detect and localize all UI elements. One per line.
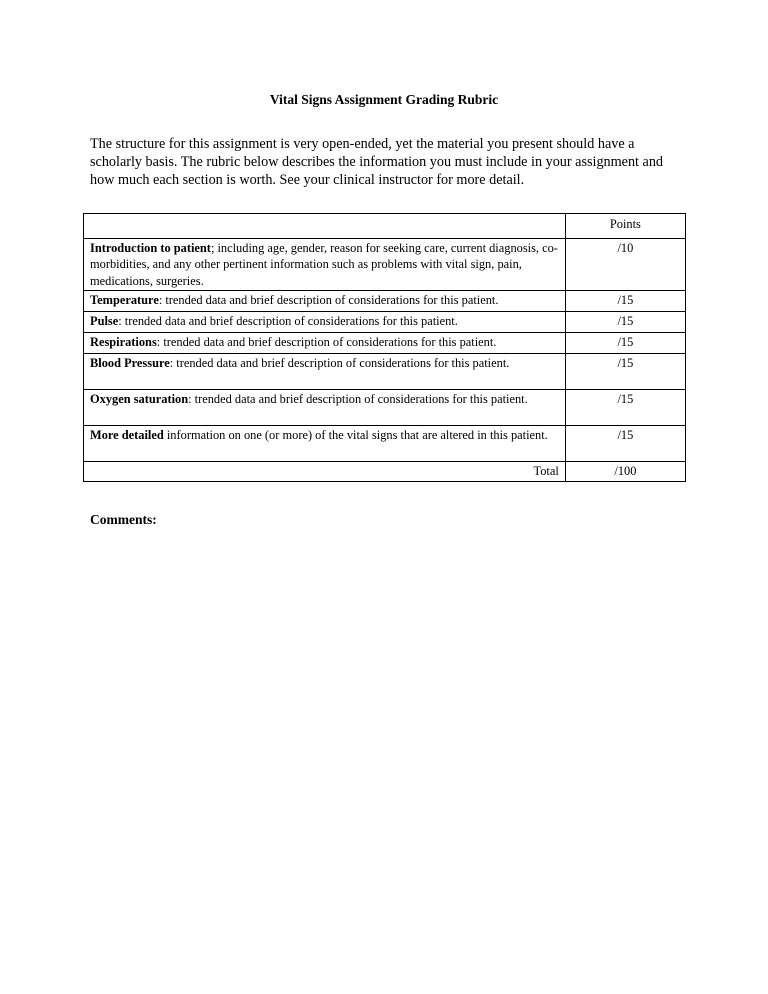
criterion-name: Introduction to patient [90,241,211,255]
criterion-cell [84,426,566,462]
criterion-name: Oxygen saturation [90,392,189,406]
points-cell: /15 [565,390,685,426]
criterion-name: Pulse [90,314,119,328]
criterion-description: : trended data and brief description of considerations for this patient. [118,314,458,328]
total-points: /100 [565,462,685,482]
document-title: Vital Signs Assignment Grading Rubric [269,92,499,107]
points-cell: /10 [565,239,685,291]
criterion-cell [84,312,566,333]
points-cell: /15 [565,312,685,333]
criterion-name: More detailed [90,428,164,442]
intro-paragraph: The structure for this assignment is very open-ended, yet the material you present should have a scholarly basis. The rubric below describes the information you must include in your assignment and how much each section is worth. See your clinical instructor for more detail. [90,136,664,188]
criterion-name: Blood Pressure [90,356,170,370]
criterion-name: Temperature [90,293,159,307]
criterion-cell [84,390,566,426]
table-row [84,390,686,426]
criterion-cell [84,354,566,390]
table-row [84,333,686,354]
points-cell: /15 [565,291,685,312]
points-cell: /15 [565,354,685,390]
table-row [84,291,686,312]
criterion-description: : trended data and brief description of considerations for this patient. [158,293,499,307]
criterion-cell [84,239,566,291]
criterion-cell [84,291,566,312]
comments-label: Comments: [90,512,157,527]
total-row [84,462,686,482]
criterion-description: ; including age, gender, reason for seeking care, current diagnosis, co-morbidities, and any other pertinent information such as problems with vital sign, pain, medications, surgeries. [90,241,558,288]
criterion-description: : trended data and brief description of considerations for this patient. [188,392,528,406]
table-row [84,426,686,462]
criterion-description: : trended data and brief description of considerations for this patient. [169,356,510,370]
header-blank-cell [84,214,566,239]
criterion-description: information on one (or more) of the vital signs that are altered in this patient. [163,428,548,442]
grading-rubric-table [83,213,686,482]
table-row [84,354,686,390]
table-row [84,312,686,333]
total-label: Total [84,462,566,482]
points-cell: /15 [565,333,685,354]
table-header-row [84,214,686,239]
criterion-description: : trended data and brief description of considerations for this patient. [156,335,497,349]
criterion-name: Respirations [90,335,157,349]
criterion-cell [84,333,566,354]
points-header: Points [565,214,685,239]
points-cell: /15 [565,426,685,462]
table-row [84,239,686,291]
